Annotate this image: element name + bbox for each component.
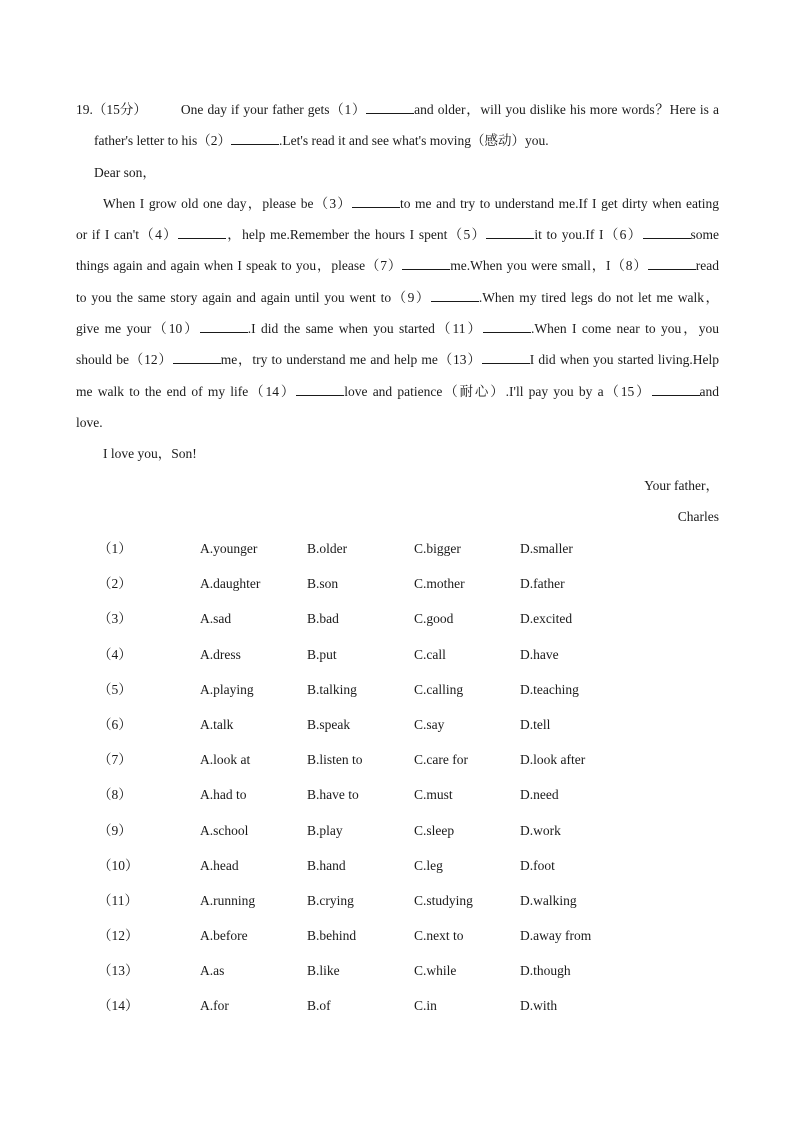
option-b[interactable]: B.play	[307, 822, 343, 838]
option-a[interactable]: A.as	[200, 963, 225, 979]
option-row	[98, 889, 658, 924]
blank-9	[431, 287, 479, 302]
question-number: 19.（15分）	[76, 102, 147, 117]
passage-line-8: should be（12） me，try to understand me and help me（13） I did when you started living.Help	[76, 348, 719, 379]
option-d[interactable]: D.tell	[520, 716, 551, 732]
option-c[interactable]: C.call	[414, 646, 446, 662]
option-row	[98, 572, 658, 607]
blank-6	[643, 224, 691, 239]
option-d[interactable]: D.though	[520, 963, 571, 979]
blank-15	[652, 381, 700, 396]
option-number: （11）	[98, 892, 138, 908]
passage-line-3: When I grow old one day，please be（3） to me and try to understand me.If I get dirty when eating	[76, 192, 719, 223]
option-c[interactable]: C.good	[414, 611, 454, 627]
option-number: （4）	[98, 646, 132, 662]
option-a[interactable]: A.school	[200, 822, 249, 838]
option-row	[98, 819, 658, 854]
option-b[interactable]: B.talking	[307, 681, 357, 697]
blank-11	[483, 318, 531, 333]
closing: I love you，Son!	[103, 446, 197, 462]
option-b[interactable]: B.behind	[307, 928, 357, 944]
blank-8	[648, 255, 696, 270]
option-number: （2）	[98, 576, 132, 592]
blank-14	[296, 381, 344, 396]
option-c[interactable]: C.must	[414, 787, 453, 803]
option-b[interactable]: B.like	[307, 963, 340, 979]
blank-1	[366, 99, 414, 114]
passage-line-7: give me your（10） .I did the same when you started（11） .When I come near to you，you	[76, 317, 719, 348]
option-d[interactable]: D.foot	[520, 857, 555, 873]
passage-line-6: to you the same story again and again until you went to（9） .When my tired legs do not let me walk，	[76, 286, 719, 317]
option-number: （1）	[98, 541, 132, 556]
blank-13	[482, 349, 530, 364]
option-d[interactable]: D.teaching	[520, 681, 579, 697]
option-number: （13）	[98, 963, 139, 979]
option-number: （5）	[98, 681, 132, 697]
option-row	[98, 854, 658, 889]
option-a[interactable]: A.for	[200, 998, 229, 1014]
passage-line-9: me walk to the end of my life（14） love and patience（耐心）.I'll pay you by a（15） and	[76, 380, 719, 411]
blank-3	[352, 193, 400, 208]
passage-line-10: love.	[76, 414, 103, 430]
option-row	[98, 643, 658, 678]
option-d[interactable]: D.smaller	[520, 541, 573, 556]
option-b[interactable]: B.crying	[307, 892, 354, 908]
option-row	[98, 924, 658, 959]
blank-2	[231, 130, 279, 145]
option-row	[98, 994, 658, 1029]
option-b[interactable]: B.have to	[307, 787, 359, 803]
option-b[interactable]: B.hand	[307, 857, 346, 873]
option-a[interactable]: A.head	[200, 857, 239, 873]
option-d[interactable]: D.have	[520, 646, 559, 662]
option-number: （12）	[98, 928, 139, 944]
option-row	[98, 959, 658, 994]
option-number: （14）	[98, 998, 139, 1014]
option-c[interactable]: C.bigger	[414, 541, 461, 556]
option-number: （8）	[98, 787, 132, 803]
option-a[interactable]: A.talk	[200, 716, 234, 732]
option-a[interactable]: A.running	[200, 892, 256, 908]
option-c[interactable]: C.in	[414, 998, 437, 1014]
option-d[interactable]: D.father	[520, 576, 565, 592]
option-number: （10）	[98, 857, 139, 873]
option-a[interactable]: A.playing	[200, 681, 254, 697]
passage-line-5: things again and again when I speak to you，please（7） me.When you were small，I（8） read	[76, 254, 719, 285]
option-row	[98, 748, 658, 783]
option-d[interactable]: D.need	[520, 787, 559, 803]
option-c[interactable]: C.say	[414, 716, 445, 732]
option-row	[98, 678, 658, 713]
passage-line-2: father's letter to his（2） .Let's read it and see what's moving（感动）you.	[76, 129, 719, 160]
option-a[interactable]: A.sad	[200, 611, 232, 627]
blank-7	[402, 255, 450, 270]
option-number: （6）	[98, 716, 132, 732]
passage-line-1: 19.（15分） One day if your father gets（1） and older，will you dislike his more words？Here is a	[76, 98, 719, 129]
signoff: Your father，	[644, 477, 719, 493]
option-number: （9）	[98, 822, 132, 838]
option-number: （7）	[98, 752, 132, 768]
option-d[interactable]: D.walking	[520, 892, 577, 908]
option-a[interactable]: A.look at	[200, 752, 251, 768]
option-c[interactable]: C.studying	[414, 892, 473, 908]
option-c[interactable]: C.while	[414, 963, 457, 979]
option-d[interactable]: D.look after	[520, 752, 586, 768]
option-a[interactable]: A.before	[200, 928, 248, 944]
option-c[interactable]: C.care for	[414, 752, 468, 768]
option-a[interactable]: A.daughter	[200, 576, 261, 592]
blank-12	[173, 349, 221, 364]
signature: Charles	[677, 508, 719, 524]
option-c[interactable]: C.sleep	[414, 822, 455, 838]
option-d[interactable]: D.away from	[520, 928, 592, 944]
option-a[interactable]: A.younger	[200, 541, 258, 556]
option-a[interactable]: A.dress	[200, 646, 241, 662]
option-a[interactable]: A.had to	[200, 787, 247, 803]
passage-line-4: or if I can't（4） ，help me.Remember the hours I spent（5） it to you.If I（6） some	[76, 223, 719, 254]
option-c[interactable]: C.mother	[414, 576, 465, 592]
option-c[interactable]: C.leg	[414, 857, 443, 873]
option-b[interactable]: B.of	[307, 998, 331, 1014]
option-number: （3）	[98, 611, 132, 627]
options-table	[98, 537, 658, 1030]
option-b[interactable]: B.speak	[307, 716, 351, 732]
option-c[interactable]: C.calling	[414, 681, 464, 697]
option-d[interactable]: D.work	[520, 822, 561, 838]
option-b[interactable]: B.son	[307, 576, 339, 592]
blank-5	[486, 224, 534, 239]
option-d[interactable]: D.with	[520, 998, 558, 1014]
option-b[interactable]: B.listen to	[307, 752, 363, 768]
blank-4	[178, 224, 226, 239]
option-row	[98, 713, 658, 748]
question-block	[76, 98, 719, 536]
option-row	[98, 607, 658, 642]
option-b[interactable]: B.put	[307, 646, 337, 662]
option-row	[98, 783, 658, 818]
option-row	[98, 537, 658, 572]
greeting: Dear son，	[94, 164, 156, 180]
option-d[interactable]: D.excited	[520, 611, 573, 627]
option-c[interactable]: C.next to	[414, 928, 464, 944]
option-b[interactable]: B.bad	[307, 611, 339, 627]
option-b[interactable]: B.older	[307, 541, 348, 556]
blank-10	[200, 318, 248, 333]
